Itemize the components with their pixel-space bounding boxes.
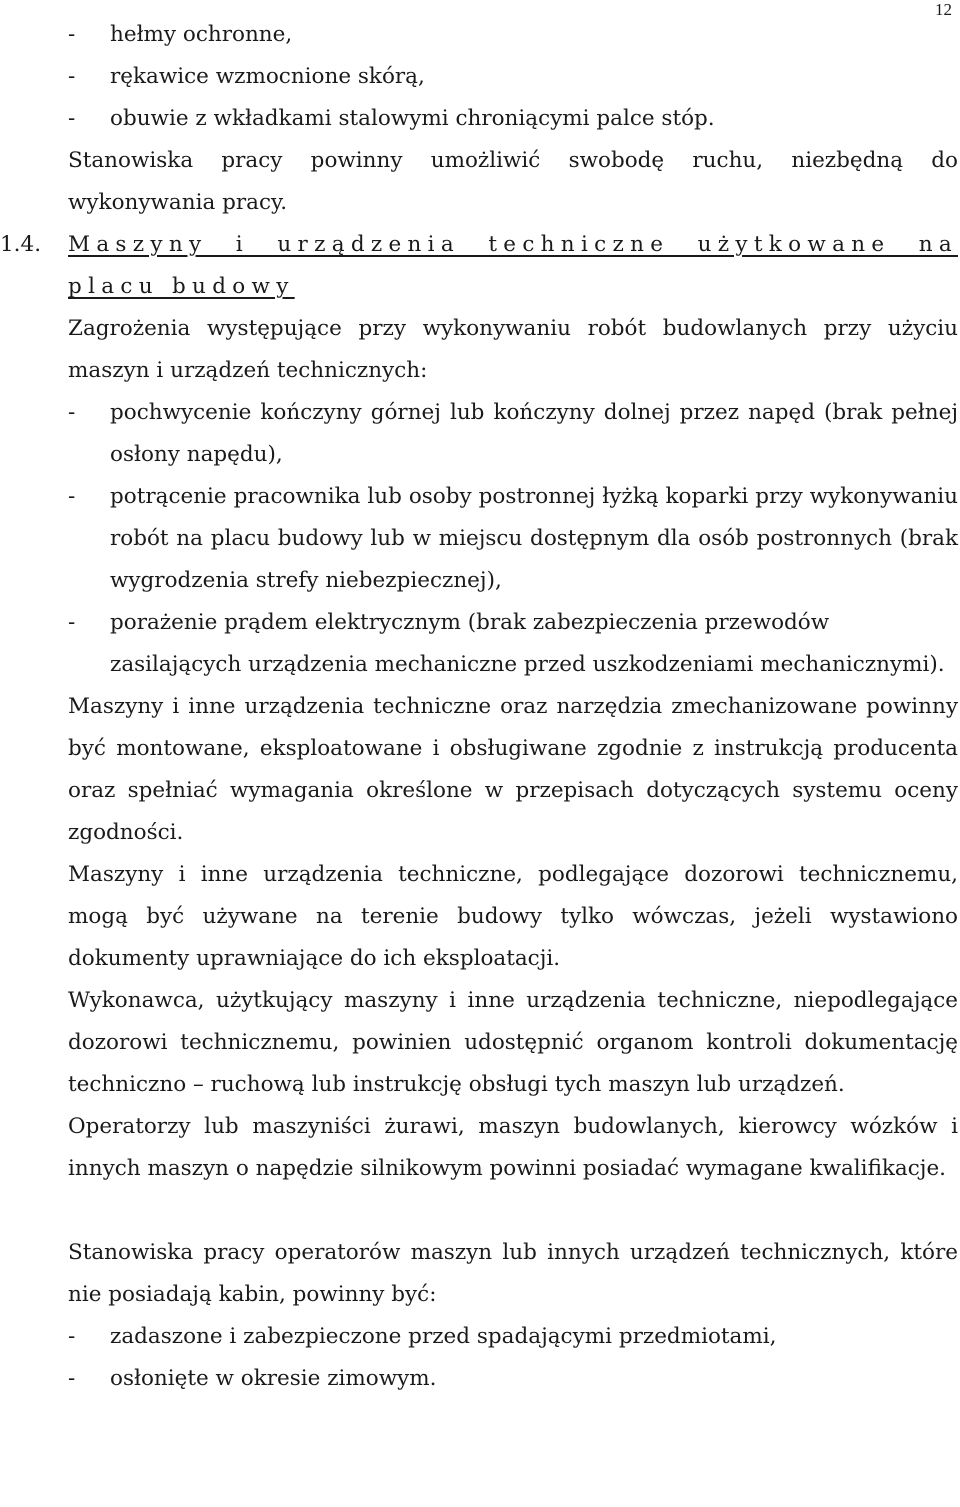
paragraph: Stanowiska pracy operatorów maszyn lub innych urządzeń technicznych, które nie posiadają kabin, powinny być: — [68, 1240, 958, 1307]
bullet-dash: - — [68, 1366, 76, 1391]
list-item — [68, 1316, 958, 1358]
list-item — [68, 1358, 958, 1400]
list-item-text: potrącenie pracownika lub osoby postronnej łyżką koparki przy wykonywaniu robót na placu budowy lub w miejscu dostępnym dla osób postronnych (brak wygrodzenia strefy niebezpiecznej), — [110, 484, 958, 593]
paragraph: Maszyny i inne urządzenia techniczne, podlegające dozorowi technicznemu, mogą być używane na terenie budowy tylko wówczas, jeżeli wystawiono dokumenty uprawniające do ich eksploatacji. — [68, 862, 958, 971]
list-item — [68, 56, 958, 98]
list-item-text: porażenie prądem elektrycznym (brak zabezpieczenia przewodów zasilających urządzenia mechaniczne przed uszkodzeniami mechanicznymi). — [110, 610, 945, 677]
section-heading — [0, 224, 958, 308]
paragraph: Wykonawca, użytkujący maszyny i inne urządzenia techniczne, niepodlegające dozorowi technicznemu, powinien udostępnić organom kontroli dokumentację techniczno – ruchową lub instrukcję obsługi tych maszyn lub urządzeń. — [68, 988, 958, 1097]
list-item-text: osłonięte w okresie zimowym. — [110, 1366, 437, 1391]
page-number: 12 — [935, 0, 952, 19]
paragraph: Zagrożenia występujące przy wykonywaniu robót budowlanych przy użyciu maszyn i urządzeń technicznych: — [68, 316, 958, 383]
list-item-text: rękawice wzmocnione skórą, — [110, 64, 425, 89]
list-item — [68, 98, 958, 140]
list-item — [68, 602, 958, 686]
bullet-dash: - — [68, 484, 76, 509]
paragraph: Maszyny i inne urządzenia techniczne oraz narzędzia zmechanizowane powinny być montowane, eksploatowane i obsługiwane zgodnie z instrukcją producenta oraz spełniać wymagania określone w przepisach dotyczących systemu oceny zgodności. — [68, 694, 958, 845]
section-number: 1.4. — [0, 232, 42, 257]
list-item — [68, 392, 958, 476]
list-item-text: zadaszone i zabezpieczone przed spadającymi przedmiotami, — [110, 1324, 777, 1349]
section-title: Maszyny i urządzenia techniczne użytkowane na placu budowy — [68, 232, 958, 299]
bullet-dash: - — [68, 22, 76, 47]
bullet-dash: - — [68, 64, 76, 89]
spacer — [68, 1190, 958, 1232]
list-item — [68, 476, 958, 602]
bullet-dash: - — [68, 106, 76, 131]
list-item-text: obuwie z wkładkami stalowymi chroniącymi palce stóp. — [110, 106, 715, 131]
paragraph: Stanowiska pracy powinny umożliwić swobodę ruchu, niezbędną do wykonywania pracy. — [68, 148, 958, 215]
document-body — [0, 14, 958, 1400]
list-item-text: pochwycenie kończyny górnej lub kończyny dolnej przez napęd (brak pełnej osłony napędu), — [110, 400, 958, 467]
bullet-dash: - — [68, 610, 76, 635]
bullet-dash: - — [68, 1324, 76, 1349]
list-item-text: hełmy ochronne, — [110, 22, 293, 47]
bullet-dash: - — [68, 400, 76, 425]
paragraph: Operatorzy lub maszyniści żurawi, maszyn budowlanych, kierowcy wózków i innych maszyn o napędzie silnikowym powinni posiadać wymagane kwalifikacje. — [68, 1114, 958, 1181]
list-item — [68, 14, 958, 56]
